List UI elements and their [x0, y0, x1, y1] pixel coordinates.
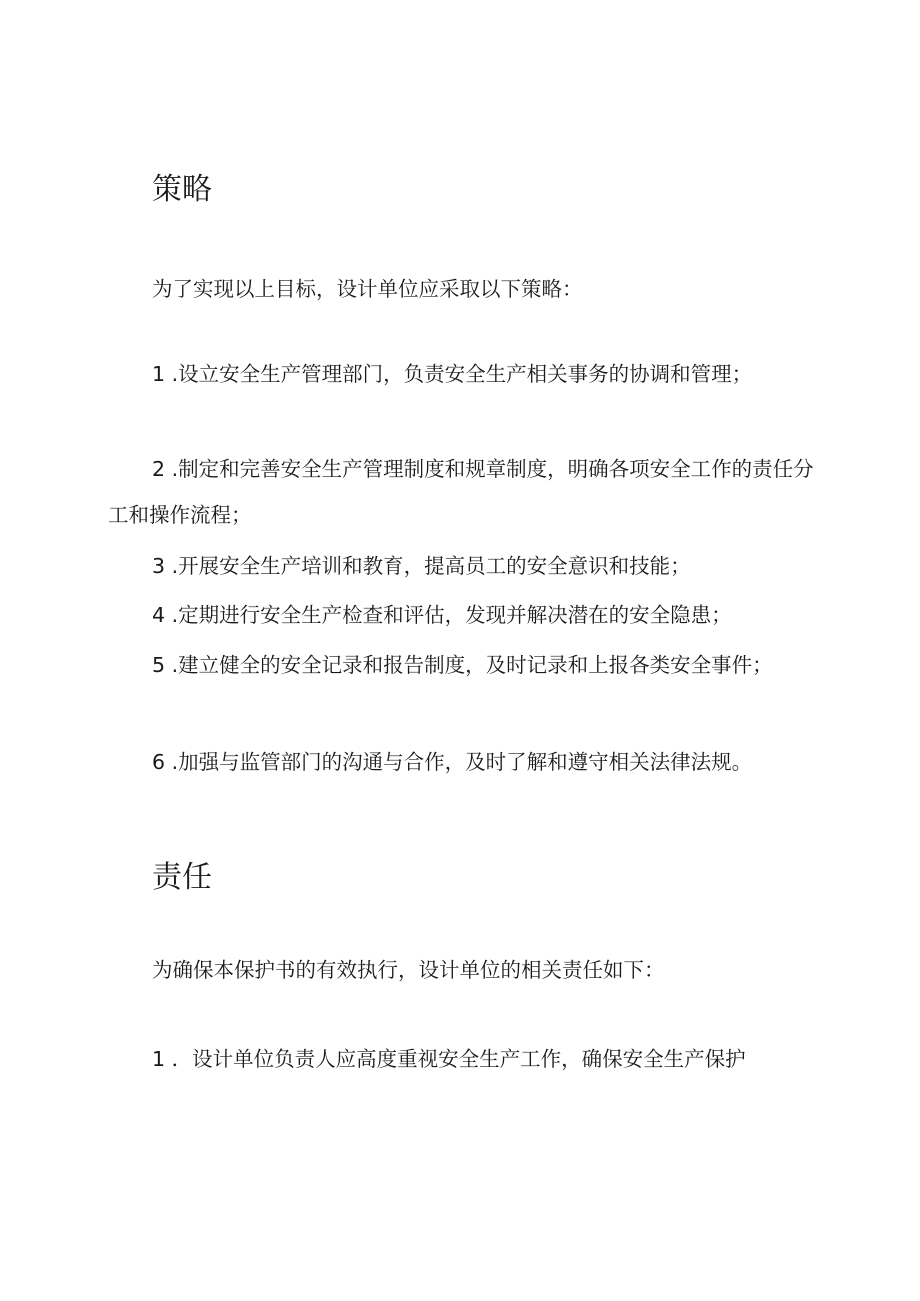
list-item [108, 642, 828, 688]
list-item [108, 739, 828, 785]
list-item-number: 2 [152, 457, 166, 481]
list-item-text: .加强与监管部门的沟通与合作，及时了解和遵守相关法律法规。 [171, 750, 753, 774]
list-item-number: 1 [152, 1047, 166, 1071]
list-item-number: 3 [152, 554, 166, 578]
section-heading-responsibility: 责任 [152, 860, 212, 895]
section-intro-strategy: 为了实现以上目标，设计单位应采取以下策略： [152, 277, 583, 301]
list-item-text: .设立安全生产管理部门，负责安全生产相关事务的协调和管理； [171, 362, 753, 386]
list-item-number: 5 [152, 653, 166, 677]
list-item-text: .建立健全的安全记录和报告制度，及时记录和上报各类安全事件； [171, 653, 773, 677]
list-item-number: 1 [152, 362, 166, 386]
list-item [108, 543, 828, 589]
section-intro-responsibility: 为确保本保护书的有效执行，设计单位的相关责任如下： [152, 958, 665, 982]
list-item [108, 592, 828, 638]
section-heading-strategy: 策略 [152, 172, 212, 207]
list-item-text: .制定和完善安全生产管理制度和规章制度，明确各项安全工作的责任分工和操作流程； [108, 457, 814, 527]
list-item-text: ．设计单位负责人应高度重视安全生产工作，确保安全生产保护 [171, 1047, 746, 1071]
list-item [108, 351, 828, 397]
list-item-number: 4 [152, 603, 166, 627]
list-item [108, 1036, 828, 1082]
list-item-text: .定期进行安全生产检查和评估，发现并解决潜在的安全隐患； [171, 603, 732, 627]
list-item [108, 446, 828, 538]
list-item-text: .开展安全生产培训和教育，提高员工的安全意识和技能； [171, 554, 691, 578]
list-item-number: 6 [152, 750, 166, 774]
